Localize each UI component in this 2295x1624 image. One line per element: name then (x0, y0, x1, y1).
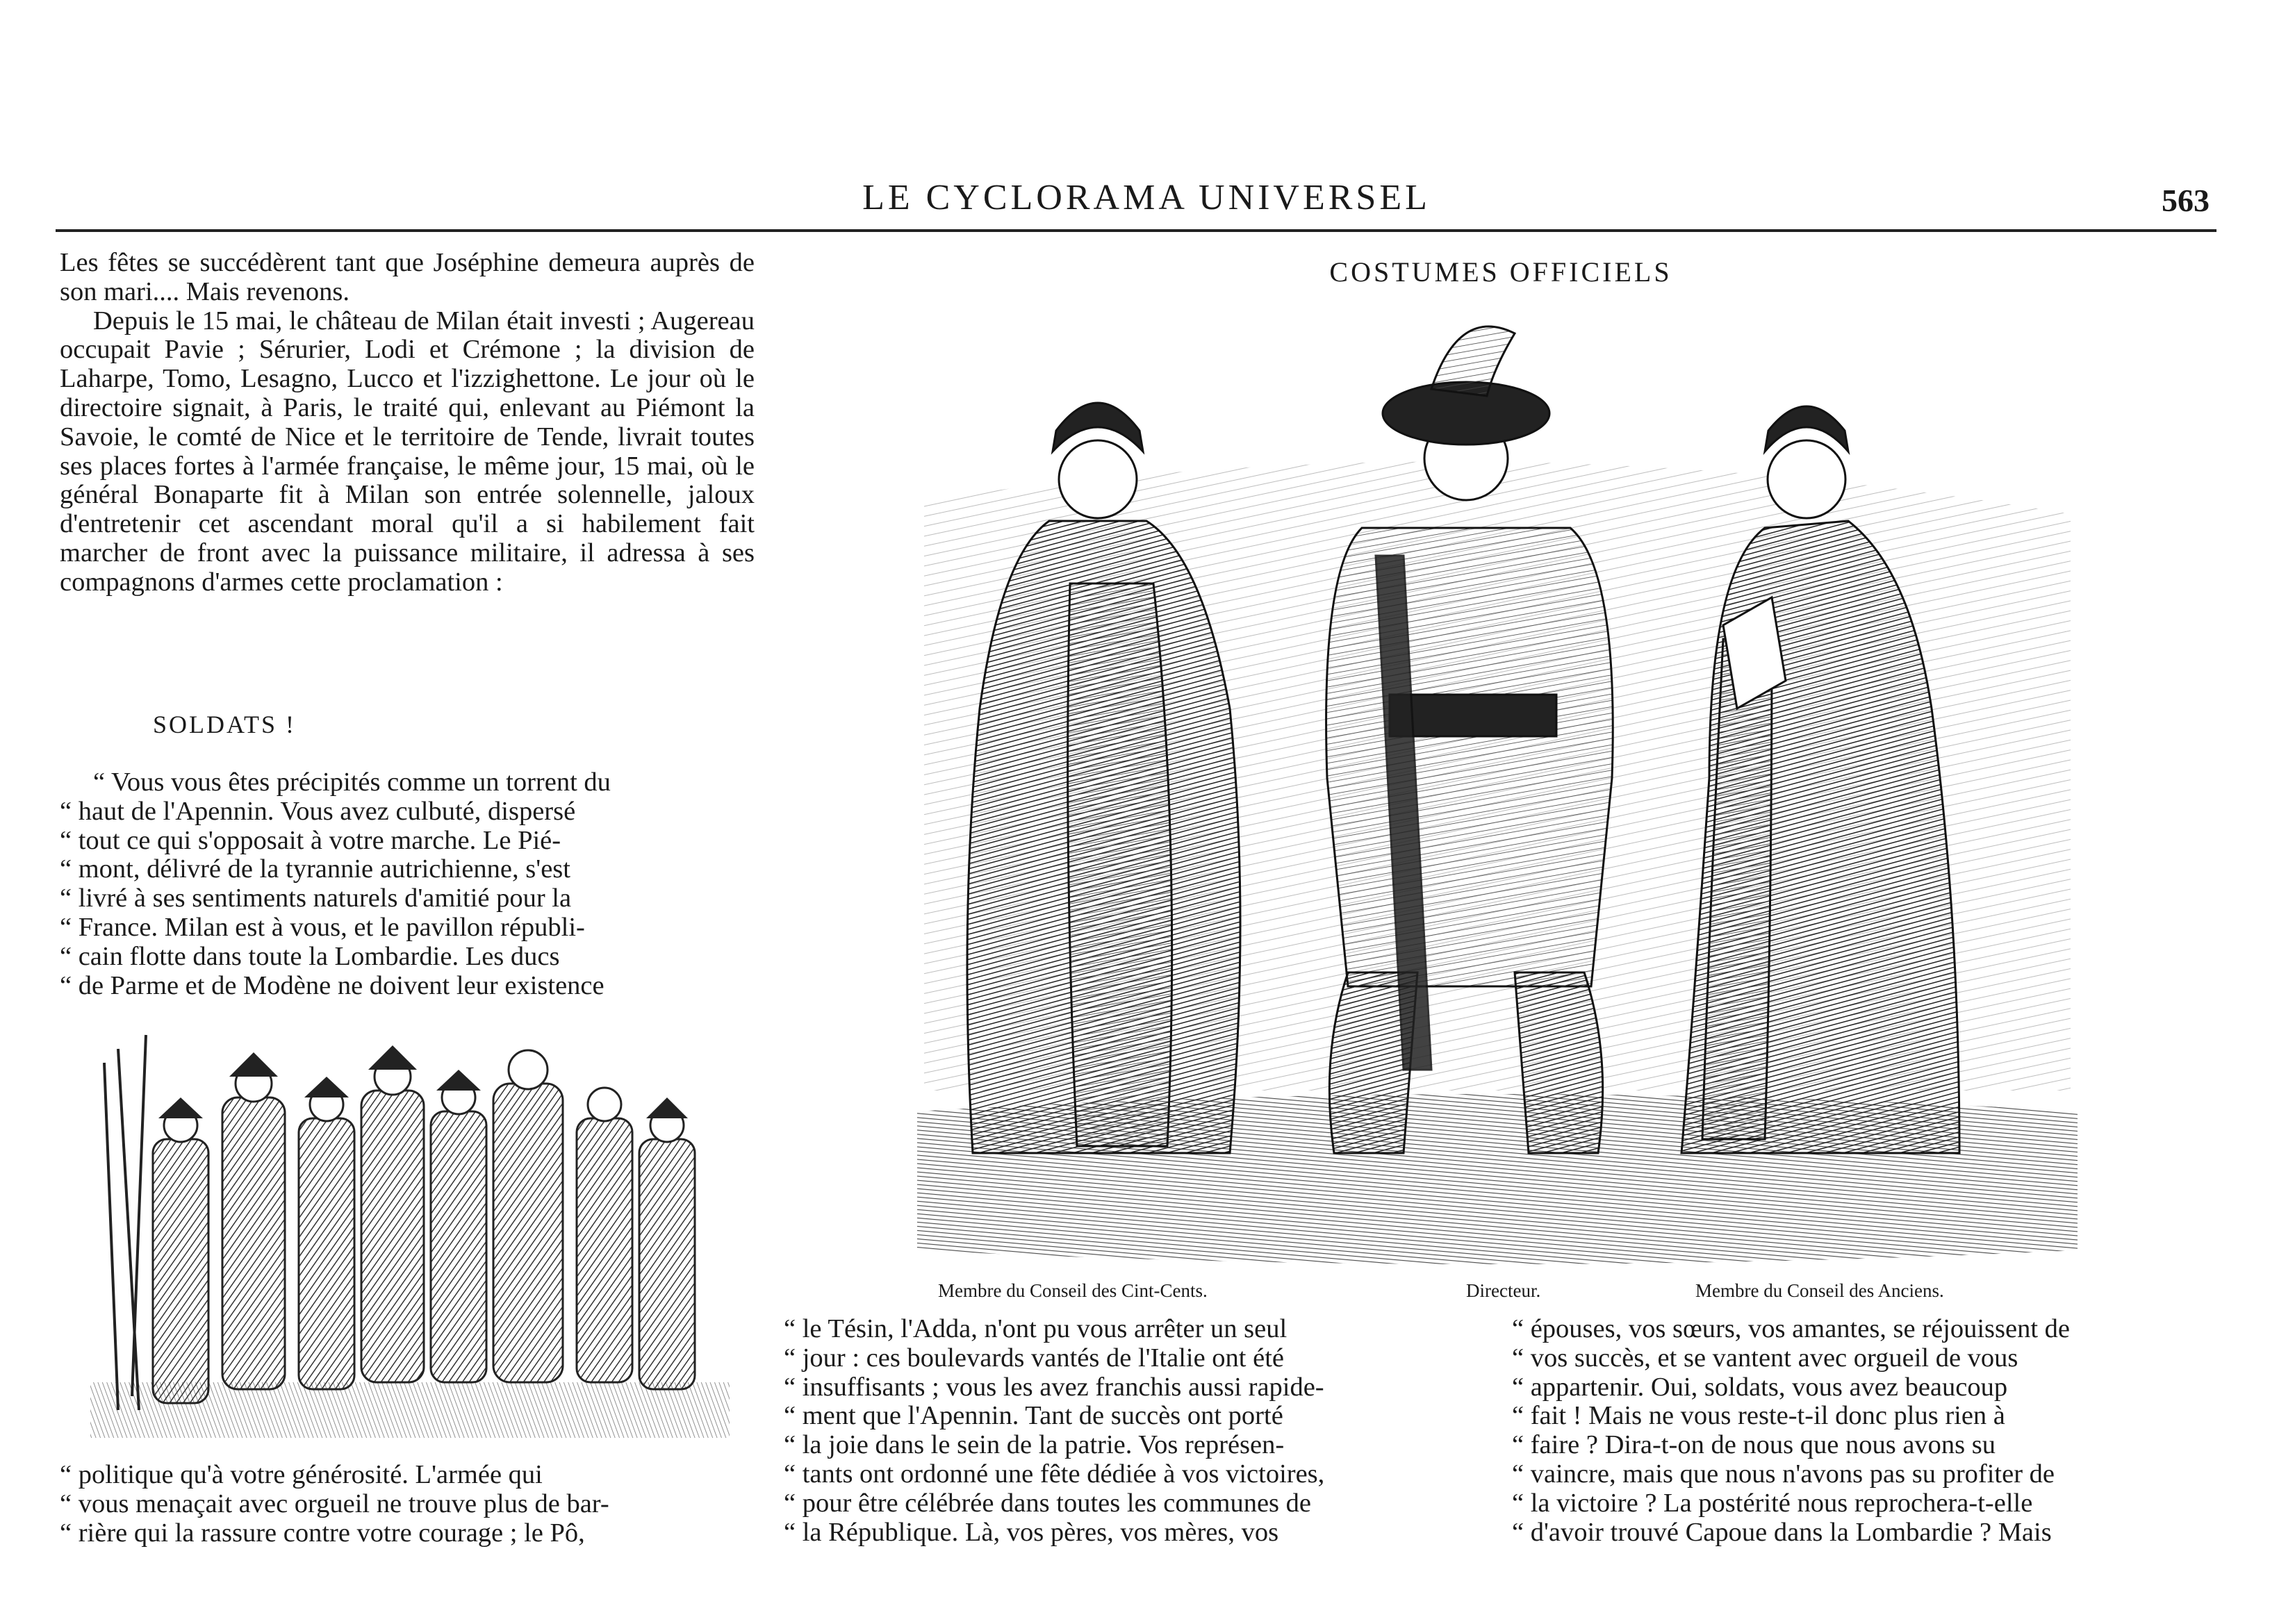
text-line: “ tout ce qui s'opposait à votre marche. Le Pié- (60, 825, 561, 855)
text-line: “ le Tésin, l'Adda, n'ont pu vous arrêter un seul (784, 1314, 1288, 1343)
text-line: “ jour : ces boulevards vantés de l'Italie ont été (784, 1343, 1284, 1373)
text-line: “ cain flotte dans toute la Lombardie. Les ducs (60, 941, 560, 971)
column-3-text (1512, 1315, 2214, 1547)
text-line: “ France. Milan est à vous, et le pavillon républi- (60, 912, 585, 942)
soldiers-engraving (90, 1021, 730, 1438)
text-line: “ vos succès, et se vantent avec orgueil de vous (1512, 1343, 2018, 1373)
text-line: “ Vous vous êtes précipités comme un torrent du (93, 768, 611, 797)
text-line: “ livré à ses sentiments naturels d'amitié pour la (60, 884, 572, 913)
text-line: “ faire ? Dira-t-on de nous que nous avons su (1512, 1430, 1996, 1460)
text-line: “ d'avoir trouvé Capoue dans la Lombardie ? Mais (1512, 1517, 2052, 1547)
proclamation-text (60, 768, 755, 1000)
text-line: “ la République. Là, vos pères, vos mères, vos (784, 1517, 1279, 1547)
column-1-continuation (60, 1461, 755, 1548)
caption-anciens: Membre du Conseil des Anciens. (1695, 1280, 1944, 1301)
text-line: “ de Parme et de Modène ne doivent leur existence (60, 970, 604, 1000)
text-line: “ vous menaçait avec orgueil ne trouve plus de bar- (60, 1489, 609, 1518)
text-line: “ la joie dans le sein de la patrie. Vos représen- (784, 1430, 1285, 1460)
text-line: “ pour être célébrée dans toutes les communes de (784, 1488, 1312, 1518)
text-line: “ mont, délivré de la tyrannie autrichienne, s'est (60, 854, 570, 884)
text-line: “ ment que l'Apennin. Tant de succès ont porté (784, 1401, 1283, 1431)
header-rule (56, 229, 2216, 232)
text-line: “ insuffisants ; vous les avez franchis aussi rapide- (784, 1372, 1324, 1402)
caption-cinq-cents: Membre du Conseil des Cint-Cents. (938, 1280, 1208, 1301)
text-line: “ rière qui la rassure contre votre courage ; le Pô, (60, 1518, 585, 1548)
text-line: “ épouses, vos sœurs, vos amantes, se réjouissent de (1512, 1314, 2071, 1343)
text-line: “ tants ont ordonné une fête dédiée à vos victoires, (784, 1459, 1325, 1489)
text-line: “ appartenir. Oui, soldats, vous avez beaucoup (1512, 1372, 2008, 1402)
text-line: “ vaincre, mais que nous n'avons pas su profiter de (1512, 1459, 2055, 1489)
costumes-engraving (903, 292, 2084, 1264)
text-line: “ politique qu'à votre générosité. L'armée qui (60, 1460, 543, 1489)
text-line: “ fait ! Mais ne vous reste-t-il donc plus rien à (1512, 1401, 2005, 1431)
column-2-text (784, 1315, 1479, 1547)
caption-directeur: Directeur. (1466, 1280, 1541, 1301)
page-number: 563 (2162, 183, 2210, 218)
proclamation-heading: SOLDATS ! (153, 711, 297, 738)
paragraph-1: Les fêtes se succédèrent tant que Joséphine demeura auprès de son mari.... Mais revenons. (60, 248, 755, 306)
column-1-intro (60, 249, 755, 597)
running-title: LE CYCLORAMA UNIVERSEL (862, 178, 1431, 217)
text-line: “ la victoire ? La postérité nous reprochera-t-elle (1512, 1488, 2033, 1518)
paragraph-2: Depuis le 15 mai, le château de Milan était investi ; Augereau occupait Pavie ; Sérurier, Lodi et Crémone ; la division de Laharpe, Tomo, Lesagno, Lucco et l'izzighettone. Le jour où le directoire signait, à Paris, le traité qui, enlevant au Piémont la Savoie, le comté de Nice et le territoire de Tende, livrait toutes ses places fortes à l'armée française, le même jour, 15 mai, où le général Bonaparte fit à Milan son entrée solennelle, jaloux d'entretenir cet ascendant moral qu'il a si habilement fait marcher de front avec la puissance militaire, il adressa à ses compagnons d'armes cette proclamation : (60, 306, 755, 597)
text-line: “ haut de l'Apennin. Vous avez culbuté, dispersé (60, 796, 576, 826)
figure-title: COSTUMES OFFICIELS (1329, 256, 1672, 288)
